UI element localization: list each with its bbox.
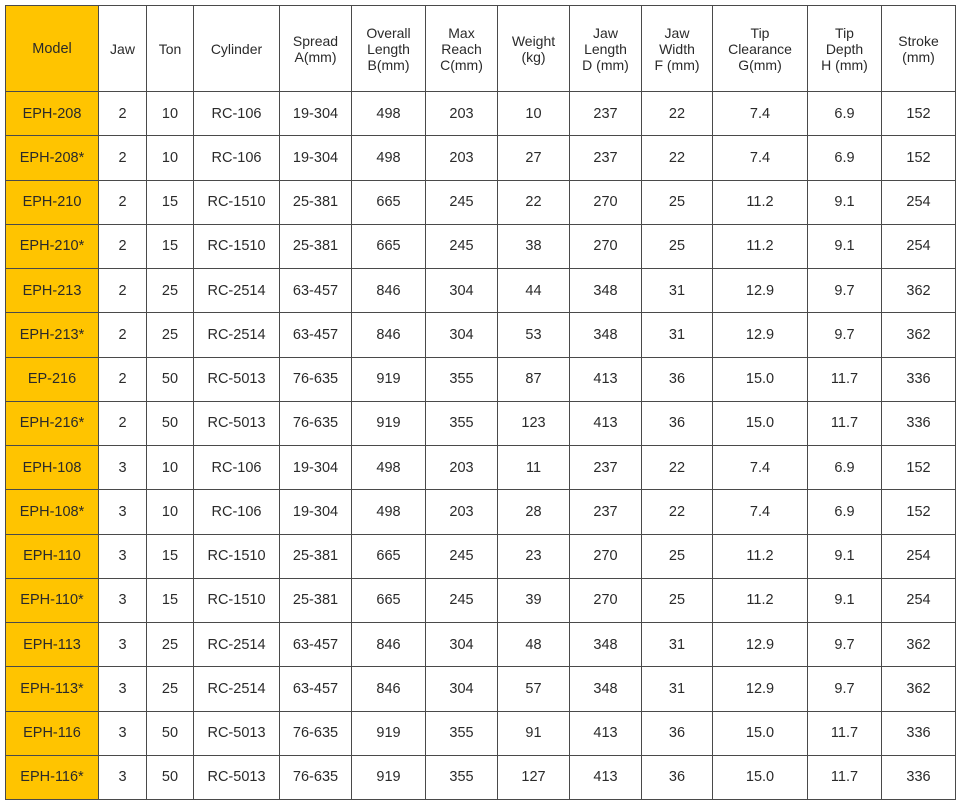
cell-max-reach: 203 [426, 136, 498, 180]
cell-overall-length: 846 [352, 623, 426, 667]
cell-tip-depth: 9.1 [808, 180, 882, 224]
table-row [6, 446, 956, 490]
cell-jaw: 3 [99, 578, 147, 622]
cell-jaw-width: 36 [642, 401, 713, 445]
cell-jaw-width: 22 [642, 92, 713, 136]
cell-overall-length: 498 [352, 92, 426, 136]
cell-cylinder: RC-2514 [194, 667, 280, 711]
cell-max-reach: 355 [426, 401, 498, 445]
model-cell: EPH-110 [6, 534, 99, 578]
cell-tip-clearance: 12.9 [713, 269, 808, 313]
cell-weight: 10 [498, 92, 570, 136]
cell-jaw: 2 [99, 92, 147, 136]
cell-tip-depth: 9.1 [808, 224, 882, 268]
cell-jaw-length: 348 [570, 269, 642, 313]
cell-overall-length: 846 [352, 269, 426, 313]
cell-overall-length: 919 [352, 357, 426, 401]
model-cell: EPH-113 [6, 623, 99, 667]
cell-jaw: 3 [99, 755, 147, 799]
column-header-model [6, 6, 99, 92]
cell-overall-length: 919 [352, 711, 426, 755]
model-cell: EPH-210 [6, 180, 99, 224]
cell-cylinder: RC-5013 [194, 401, 280, 445]
cell-tip-clearance: 7.4 [713, 136, 808, 180]
cell-jaw: 3 [99, 711, 147, 755]
cell-tip-depth: 11.7 [808, 711, 882, 755]
cell-stroke: 152 [882, 92, 956, 136]
cell-tip-clearance: 15.0 [713, 711, 808, 755]
cell-cylinder: RC-106 [194, 446, 280, 490]
cell-ton: 50 [147, 755, 194, 799]
model-cell: EPH-208 [6, 92, 99, 136]
table-row [6, 534, 956, 578]
cell-cylinder: RC-5013 [194, 357, 280, 401]
cell-max-reach: 245 [426, 534, 498, 578]
cell-jaw-width: 31 [642, 667, 713, 711]
model-cell: EPH-116 [6, 711, 99, 755]
column-header-max-reach [426, 6, 498, 92]
cell-tip-depth: 11.7 [808, 401, 882, 445]
cell-jaw-length: 348 [570, 313, 642, 357]
cell-tip-depth: 9.1 [808, 534, 882, 578]
header-line: Weight [511, 32, 556, 49]
cell-ton: 50 [147, 711, 194, 755]
cell-ton: 25 [147, 623, 194, 667]
cell-overall-length: 665 [352, 224, 426, 268]
cell-stroke: 362 [882, 623, 956, 667]
cell-jaw-width: 25 [642, 180, 713, 224]
cell-overall-length: 665 [352, 578, 426, 622]
cell-cylinder: RC-2514 [194, 313, 280, 357]
table-row [6, 578, 956, 622]
cell-tip-depth: 6.9 [808, 92, 882, 136]
column-header-ton [147, 6, 194, 92]
cell-max-reach: 245 [426, 180, 498, 224]
cell-ton: 50 [147, 357, 194, 401]
cell-weight: 48 [498, 623, 570, 667]
cell-stroke: 336 [882, 755, 956, 799]
header-line: Ton [158, 40, 182, 57]
cell-cylinder: RC-106 [194, 92, 280, 136]
cell-max-reach: 355 [426, 357, 498, 401]
cell-jaw: 2 [99, 136, 147, 180]
cell-ton: 15 [147, 224, 194, 268]
cell-jaw-length: 237 [570, 446, 642, 490]
table-row [6, 357, 956, 401]
header-line: Jaw [593, 24, 618, 41]
model-cell: EPH-216* [6, 401, 99, 445]
cell-jaw-width: 31 [642, 269, 713, 313]
cell-stroke: 152 [882, 136, 956, 180]
header-line: G(mm) [738, 56, 782, 73]
cell-max-reach: 203 [426, 490, 498, 534]
cell-jaw-width: 31 [642, 313, 713, 357]
cell-tip-clearance: 7.4 [713, 446, 808, 490]
model-cell: EPH-113* [6, 667, 99, 711]
cell-spread: 63-457 [280, 269, 352, 313]
column-header-tip-depth [808, 6, 882, 92]
cell-jaw: 2 [99, 357, 147, 401]
cell-stroke: 336 [882, 711, 956, 755]
cell-cylinder: RC-2514 [194, 623, 280, 667]
cell-tip-clearance: 11.2 [713, 224, 808, 268]
cell-weight: 127 [498, 755, 570, 799]
cell-jaw-length: 237 [570, 136, 642, 180]
header-line: F (mm) [654, 56, 700, 73]
cell-spread: 63-457 [280, 667, 352, 711]
header-line: C(mm) [440, 56, 483, 73]
cell-tip-depth: 9.7 [808, 667, 882, 711]
cell-max-reach: 203 [426, 446, 498, 490]
cell-ton: 10 [147, 136, 194, 180]
cell-jaw-width: 36 [642, 755, 713, 799]
header-line: Cylinder [210, 40, 263, 57]
cell-tip-depth: 9.7 [808, 313, 882, 357]
column-header-jaw-length [570, 6, 642, 92]
cell-weight: 123 [498, 401, 570, 445]
cell-jaw-length: 413 [570, 755, 642, 799]
table-header [6, 6, 956, 92]
cell-stroke: 336 [882, 357, 956, 401]
cell-spread: 25-381 [280, 534, 352, 578]
model-cell: EPH-210* [6, 224, 99, 268]
cell-max-reach: 203 [426, 92, 498, 136]
cell-jaw-length: 413 [570, 357, 642, 401]
cell-stroke: 362 [882, 667, 956, 711]
table-row [6, 269, 956, 313]
cell-tip-depth: 11.7 [808, 357, 882, 401]
cell-spread: 19-304 [280, 490, 352, 534]
header-line: (mm) [902, 48, 935, 65]
table-row [6, 711, 956, 755]
table-row [6, 401, 956, 445]
cell-spread: 76-635 [280, 401, 352, 445]
model-cell: EPH-108* [6, 490, 99, 534]
cell-stroke: 254 [882, 534, 956, 578]
cell-weight: 28 [498, 490, 570, 534]
header-line: Overall [366, 24, 411, 41]
header-line: Max [448, 24, 475, 41]
cell-tip-clearance: 15.0 [713, 755, 808, 799]
cell-overall-length: 665 [352, 534, 426, 578]
cell-stroke: 152 [882, 446, 956, 490]
cell-spread: 25-381 [280, 180, 352, 224]
cell-cylinder: RC-106 [194, 490, 280, 534]
cell-ton: 10 [147, 446, 194, 490]
spec-table-container [5, 5, 955, 800]
cell-max-reach: 304 [426, 269, 498, 313]
cell-max-reach: 304 [426, 623, 498, 667]
cell-jaw-length: 270 [570, 224, 642, 268]
column-header-overall-length [352, 6, 426, 92]
cell-jaw-length: 237 [570, 92, 642, 136]
cell-spread: 63-457 [280, 313, 352, 357]
cell-ton: 10 [147, 92, 194, 136]
cell-jaw-length: 413 [570, 711, 642, 755]
table-row [6, 623, 956, 667]
cell-tip-depth: 9.7 [808, 269, 882, 313]
cell-max-reach: 355 [426, 755, 498, 799]
model-cell: EPH-213* [6, 313, 99, 357]
header-line: (kg) [521, 48, 546, 65]
model-cell: EPH-116* [6, 755, 99, 799]
cell-jaw-length: 348 [570, 623, 642, 667]
cell-spread: 76-635 [280, 755, 352, 799]
table-row [6, 755, 956, 799]
cell-stroke: 254 [882, 180, 956, 224]
cell-max-reach: 245 [426, 578, 498, 622]
cell-jaw-width: 31 [642, 623, 713, 667]
cell-spread: 63-457 [280, 623, 352, 667]
cell-spread: 19-304 [280, 92, 352, 136]
header-line: Tip [835, 24, 854, 41]
header-line: Length [367, 40, 410, 57]
model-cell: EPH-213 [6, 269, 99, 313]
header-line: Clearance [728, 40, 792, 57]
cell-weight: 53 [498, 313, 570, 357]
cell-jaw-width: 22 [642, 446, 713, 490]
cell-cylinder: RC-2514 [194, 269, 280, 313]
cell-max-reach: 304 [426, 667, 498, 711]
header-line: Jaw [110, 40, 135, 57]
header-line: B(mm) [367, 56, 410, 73]
header-line: Model [32, 40, 72, 57]
header-line: D (mm) [582, 56, 629, 73]
column-header-tip-clearance [713, 6, 808, 92]
cell-jaw-width: 36 [642, 357, 713, 401]
cell-jaw-width: 25 [642, 534, 713, 578]
cell-cylinder: RC-5013 [194, 755, 280, 799]
cell-jaw-length: 270 [570, 534, 642, 578]
cell-tip-clearance: 7.4 [713, 92, 808, 136]
cell-jaw: 2 [99, 401, 147, 445]
cell-tip-clearance: 7.4 [713, 490, 808, 534]
cell-cylinder: RC-1510 [194, 180, 280, 224]
cell-tip-clearance: 11.2 [713, 180, 808, 224]
header-line: Width [659, 40, 695, 57]
cell-stroke: 152 [882, 490, 956, 534]
cell-weight: 22 [498, 180, 570, 224]
cell-spread: 19-304 [280, 136, 352, 180]
cell-ton: 25 [147, 667, 194, 711]
model-cell: EPH-110* [6, 578, 99, 622]
cell-tip-clearance: 12.9 [713, 667, 808, 711]
cell-stroke: 336 [882, 401, 956, 445]
cell-weight: 91 [498, 711, 570, 755]
cell-ton: 25 [147, 269, 194, 313]
column-header-cylinder [194, 6, 280, 92]
cell-spread: 76-635 [280, 357, 352, 401]
cell-weight: 39 [498, 578, 570, 622]
cell-spread: 25-381 [280, 578, 352, 622]
table-body [6, 92, 956, 800]
header-line: Tip [750, 24, 770, 41]
cell-spread: 19-304 [280, 446, 352, 490]
cell-spread: 25-381 [280, 224, 352, 268]
cell-overall-length: 846 [352, 313, 426, 357]
cell-stroke: 254 [882, 578, 956, 622]
cell-weight: 87 [498, 357, 570, 401]
cell-jaw-width: 25 [642, 578, 713, 622]
table-row [6, 490, 956, 534]
cell-jaw: 3 [99, 446, 147, 490]
cell-tip-clearance: 12.9 [713, 313, 808, 357]
cell-weight: 57 [498, 667, 570, 711]
cell-cylinder: RC-1510 [194, 224, 280, 268]
header-line: Depth [825, 40, 864, 57]
cell-weight: 38 [498, 224, 570, 268]
column-header-weight [498, 6, 570, 92]
cell-overall-length: 665 [352, 180, 426, 224]
cell-ton: 50 [147, 401, 194, 445]
cell-jaw-width: 36 [642, 711, 713, 755]
cell-weight: 44 [498, 269, 570, 313]
cell-max-reach: 245 [426, 224, 498, 268]
column-header-spread [280, 6, 352, 92]
table-row [6, 180, 956, 224]
header-row [6, 6, 956, 92]
cell-tip-clearance: 11.2 [713, 534, 808, 578]
cell-stroke: 254 [882, 224, 956, 268]
cell-jaw: 2 [99, 180, 147, 224]
column-header-stroke [882, 6, 956, 92]
cell-ton: 15 [147, 534, 194, 578]
header-line: Reach [441, 40, 482, 57]
cell-cylinder: RC-5013 [194, 711, 280, 755]
cell-jaw: 2 [99, 224, 147, 268]
cell-tip-depth: 9.1 [808, 578, 882, 622]
header-line: Stroke [898, 32, 939, 49]
cell-jaw: 3 [99, 490, 147, 534]
cell-tip-depth: 9.7 [808, 623, 882, 667]
cell-stroke: 362 [882, 313, 956, 357]
cell-overall-length: 846 [352, 667, 426, 711]
cell-cylinder: RC-106 [194, 136, 280, 180]
header-line: Jaw [664, 24, 690, 41]
model-cell: EPH-208* [6, 136, 99, 180]
cell-weight: 23 [498, 534, 570, 578]
cell-weight: 11 [498, 446, 570, 490]
cell-max-reach: 304 [426, 313, 498, 357]
cell-jaw-width: 25 [642, 224, 713, 268]
model-cell: EPH-108 [6, 446, 99, 490]
cell-stroke: 362 [882, 269, 956, 313]
column-header-jaw [99, 6, 147, 92]
cell-jaw-length: 237 [570, 490, 642, 534]
cell-jaw: 2 [99, 313, 147, 357]
cell-ton: 10 [147, 490, 194, 534]
cell-jaw-length: 348 [570, 667, 642, 711]
cell-jaw-width: 22 [642, 136, 713, 180]
cell-tip-depth: 6.9 [808, 490, 882, 534]
cell-tip-depth: 6.9 [808, 446, 882, 490]
cell-cylinder: RC-1510 [194, 534, 280, 578]
table-row [6, 224, 956, 268]
header-line: H (mm) [821, 56, 868, 73]
cell-jaw: 3 [99, 534, 147, 578]
cell-jaw: 3 [99, 623, 147, 667]
cell-overall-length: 919 [352, 401, 426, 445]
cell-overall-length: 498 [352, 136, 426, 180]
cell-ton: 25 [147, 313, 194, 357]
cell-jaw-length: 413 [570, 401, 642, 445]
cell-tip-clearance: 15.0 [713, 357, 808, 401]
cell-tip-clearance: 15.0 [713, 401, 808, 445]
cell-overall-length: 498 [352, 446, 426, 490]
spec-table [5, 5, 956, 800]
cell-jaw-length: 270 [570, 180, 642, 224]
header-line: Spread [292, 32, 339, 49]
cell-jaw: 3 [99, 667, 147, 711]
cell-ton: 15 [147, 578, 194, 622]
cell-tip-depth: 11.7 [808, 755, 882, 799]
cell-tip-clearance: 11.2 [713, 578, 808, 622]
cell-jaw-width: 22 [642, 490, 713, 534]
table-row [6, 313, 956, 357]
table-row [6, 92, 956, 136]
cell-tip-depth: 6.9 [808, 136, 882, 180]
cell-tip-clearance: 12.9 [713, 623, 808, 667]
header-line: Length [584, 40, 627, 57]
cell-max-reach: 355 [426, 711, 498, 755]
cell-weight: 27 [498, 136, 570, 180]
column-header-jaw-width [642, 6, 713, 92]
header-line: A(mm) [294, 48, 337, 65]
table-row [6, 136, 956, 180]
cell-spread: 76-635 [280, 711, 352, 755]
cell-jaw: 2 [99, 269, 147, 313]
cell-overall-length: 919 [352, 755, 426, 799]
table-row [6, 667, 956, 711]
cell-overall-length: 498 [352, 490, 426, 534]
cell-ton: 15 [147, 180, 194, 224]
cell-jaw-length: 270 [570, 578, 642, 622]
model-cell: EP-216 [6, 357, 99, 401]
cell-cylinder: RC-1510 [194, 578, 280, 622]
